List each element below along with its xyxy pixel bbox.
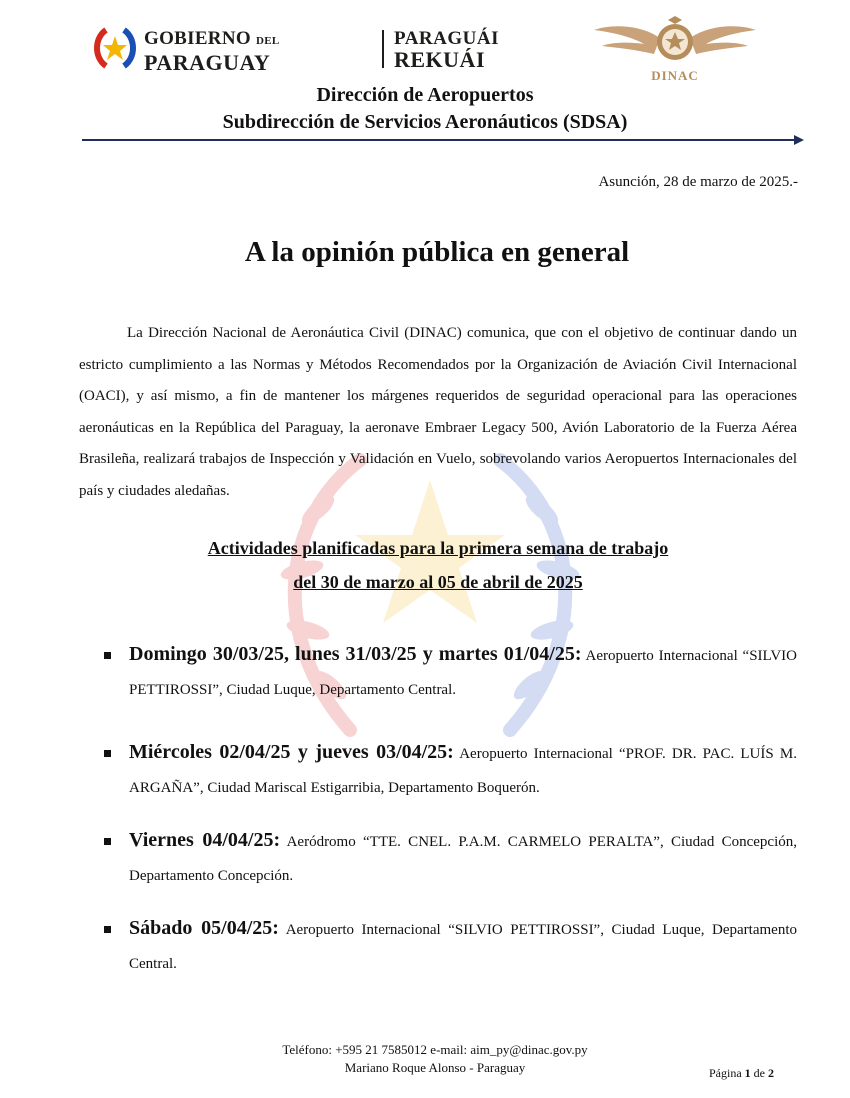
schedule-day: Miércoles 02/04/25 y jueves 03/04/25: <box>129 741 454 763</box>
bullet-icon <box>104 838 111 845</box>
page-current: 1 <box>744 1066 751 1080</box>
dinac-logo <box>590 16 760 90</box>
gov-logo-guarani-line1: PARAGUÁI <box>394 28 499 49</box>
schedule-detail: Aeropuerto Internacional “SILVIO PETTIROSSI”, Ciudad Luque, Departamento Central. <box>129 648 797 698</box>
paraguay-emblem-icon <box>92 26 138 70</box>
header-title: Dirección de Aeropuertos <box>316 84 534 106</box>
activities-title-line2: del 30 de marzo al 05 de abril de 2025 <box>293 572 583 592</box>
gov-logo-line1: GOBIERNO <box>144 28 251 49</box>
schedule-item <box>104 735 797 805</box>
page-of: de <box>753 1066 765 1080</box>
body-paragraph: La Dirección Nacional de Aeronáutica Civil (DINAC) comunica, que con el objetivo de continuar dando un estricto cumplimiento a las Normas y Métodos Recomendados por la Organización de Aviación Civil Internacional (OACI), y así mismo, a fin de mantener los márgenes requeridos de seguridad operacional para las operaciones aeronáuticas en la República del Paraguay, la aeronave Embraer Legacy 500, Avión Laboratorio de la Fuerza Aérea Brasileña, realizará trabajos de Inspección y Validación en Vuelo, sobrevolando varios Aeropuertos Internacionales del país y ciudades aledañas. <box>79 325 797 499</box>
dinac-logo-text: DINAC <box>651 68 699 83</box>
bullet-icon <box>104 652 111 659</box>
schedule-item <box>104 637 797 707</box>
date-line: Asunción, 28 de marzo de 2025.- <box>598 174 798 190</box>
footer-contact-line2: Mariano Roque Alonso - Paraguay <box>344 1060 526 1075</box>
header-rule <box>82 139 796 141</box>
page-label: Página <box>709 1066 742 1080</box>
schedule-detail: Aeropuerto Internacional “SILVIO PETTIROSSI”, Ciudad Luque, Departamento Central. <box>129 922 797 972</box>
schedule-item <box>104 823 797 893</box>
government-logo <box>92 24 499 75</box>
schedule-item <box>104 911 797 981</box>
page-number <box>709 1066 774 1081</box>
gov-logo-line2: PARAGUAY <box>144 50 271 75</box>
gov-logo-line1-small: DEL <box>255 35 280 47</box>
schedule-day: Sábado 05/04/25: <box>129 917 279 939</box>
page-total: 2 <box>768 1066 774 1080</box>
schedule-detail: Aeropuerto Internacional “PROF. DR. PAC. LUÍS M. ARGAÑA”, Ciudad Mariscal Estigarribia, Departamento Boquerón. <box>129 746 797 796</box>
schedule-day: Domingo 30/03/25, lunes 31/03/25 y martes 01/04/25: <box>129 643 582 665</box>
schedule-detail: Aeródromo “TTE. CNEL. P.A.M. CARMELO PERALTA”, Ciudad Concepción, Departamento Concepción. <box>129 834 797 884</box>
schedule-day: Viernes 04/04/25: <box>129 829 281 851</box>
gov-logo-guarani-line2: REKUÁI <box>394 47 486 72</box>
header-subtitle: Subdirección de Servicios Aeronáuticos (SDSA) <box>222 111 628 133</box>
main-title: A la opinión pública en general <box>244 236 630 268</box>
gov-logo-divider <box>382 30 384 68</box>
dinac-wings-icon <box>590 16 760 68</box>
footer-contact-line1: Teléfono: +595 21 7585012 e-mail: aim_py@dinac.gov.py <box>282 1042 588 1057</box>
bullet-icon <box>104 926 111 933</box>
activities-title-line1: Actividades planificadas para la primera semana de trabajo <box>207 538 669 558</box>
bullet-icon <box>104 750 111 757</box>
